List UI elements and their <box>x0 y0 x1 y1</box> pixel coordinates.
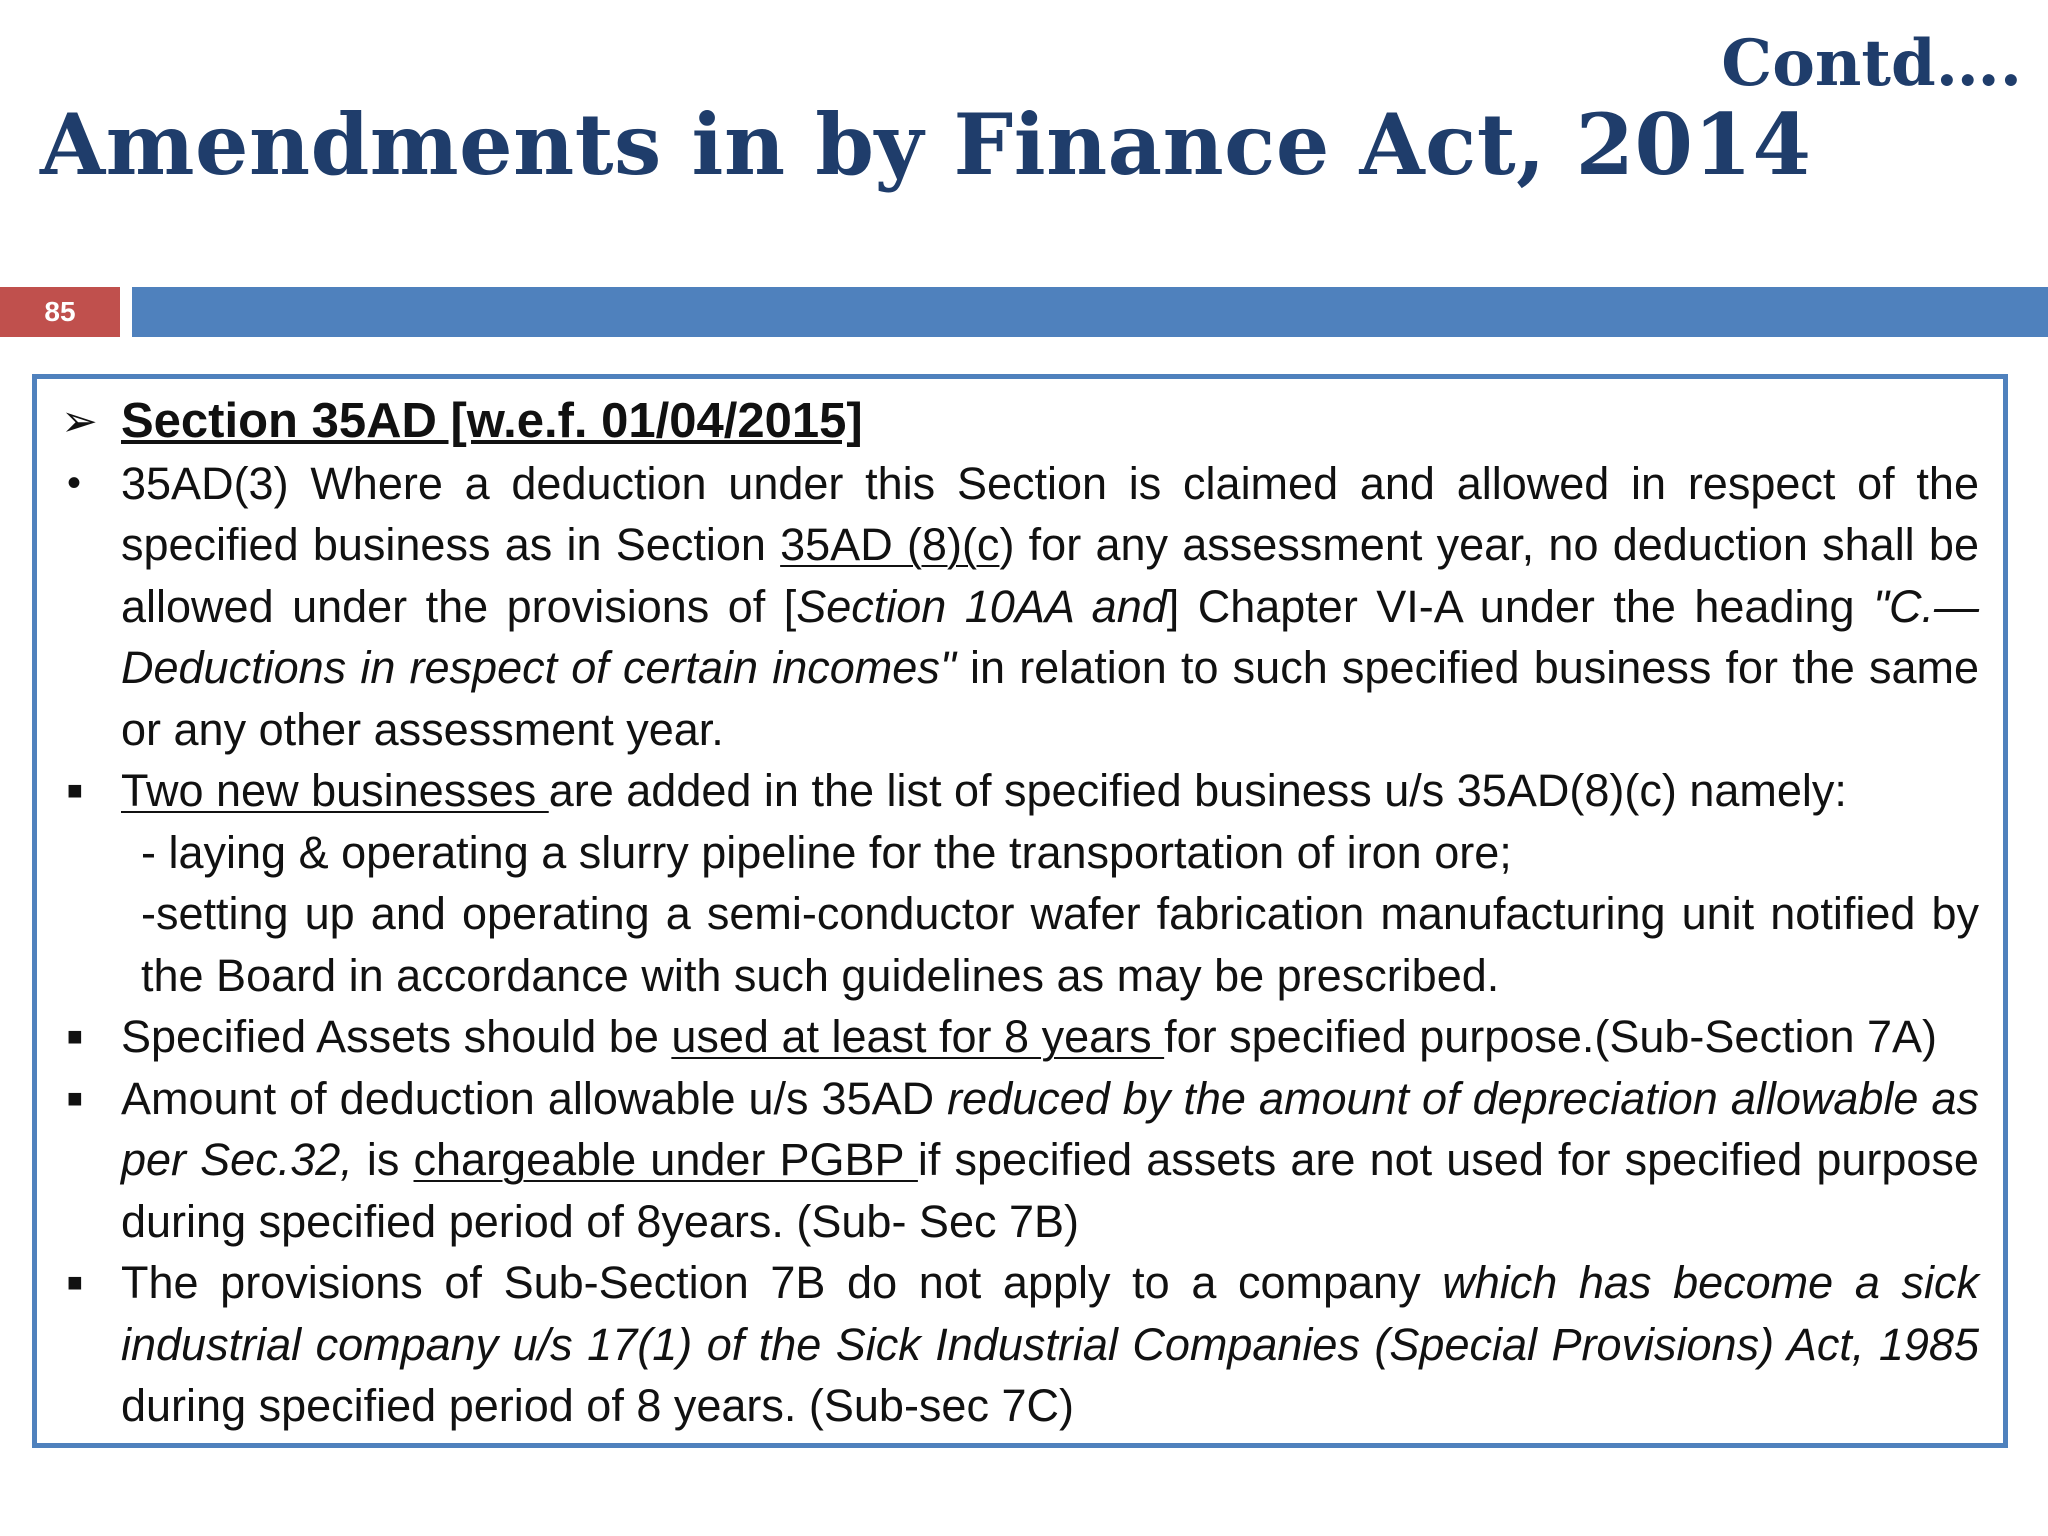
list-item-sick-company <box>61 1252 1979 1437</box>
list-item-specified-assets <box>61 1006 1979 1068</box>
italic-text: which has become a sick industrial company u/s 17(1) of the Sick Industrial Companies (Special Provisions) Act, 1985 <box>121 1257 1979 1370</box>
square-bullet-icon: ■ <box>67 1082 83 1113</box>
underlined-text: used at least for 8 years <box>671 1011 1165 1062</box>
list-text: Specified Assets should be <box>121 1011 672 1062</box>
underlined-text: Two new businesses <box>121 765 549 816</box>
sub-item-semiconductor: -setting up and operating a semi-conductor wafer fabrication manufacturing unit notified by the Board in accordance with such guidelines as may be prescribed. <box>141 888 1979 1001</box>
square-bullet-icon: ■ <box>67 1267 83 1297</box>
list-text: ] Chapter VI-A under the heading <box>1166 580 1874 632</box>
slide-number: 85 <box>0 287 120 337</box>
square-bullet-icon: ■ <box>67 1021 83 1051</box>
list-text: in relation to such specified business for the same or any other assessment year. <box>121 642 1979 755</box>
italic-text: Section 10AA and <box>796 580 1167 632</box>
italic-text: reduced by the amount of depreciation allowable as per Sec.32, <box>121 1072 1979 1185</box>
sub-item-slurry-pipeline: - laying & operating a slurry pipeline for the transportation of iron ore; <box>141 826 1512 878</box>
list-item-deduction-amount <box>61 1068 1979 1253</box>
list-text: are added in the list of specified business u/s 35AD(8)(c) namely: <box>548 765 1847 816</box>
list-item-35ad3 <box>61 453 1979 761</box>
list-text: ) for any assessment year, no deduction shall be allowed under the provisions of [ <box>121 519 1979 632</box>
list-text: Amount of deduction allowable u/s 35AD <box>121 1072 948 1124</box>
slide-title: Amendments in by Finance Act, 2014 <box>40 95 1812 194</box>
list-text: The provisions of Sub-Section 7B do not apply to a company <box>121 1257 1443 1308</box>
section-reference: 35AD (8)(c <box>780 519 1000 570</box>
section-heading <box>61 391 1979 453</box>
heading-text: Section 35AD [w.e.f. 01/04/2015] <box>121 394 863 448</box>
title-divider-bar <box>132 287 2048 337</box>
list-text: is <box>352 1134 414 1185</box>
list-text: if specified assets are not used for specified purpose during specified period of 8years. (Sub- Sec 7B) <box>121 1134 1979 1247</box>
underlined-text: chargeable under PGBP <box>413 1134 918 1185</box>
list-text: for specified purpose.(Sub-Section 7A) <box>1164 1011 1938 1062</box>
square-bullet-icon: ■ <box>67 775 83 805</box>
content-frame <box>32 374 2008 1448</box>
list-text: 35AD(3) Where a deduction under this Section is claimed and allowed in respect of the specified business as in Section <box>121 457 1979 570</box>
list-text: during specified period of 8 years. (Sub-sec 7C) <box>121 1380 1074 1431</box>
contd-label: Contd…. <box>1721 26 2022 101</box>
round-bullet-icon: • <box>67 460 82 505</box>
italic-text: "C.—Deductions in respect of certain incomes" <box>121 580 1979 693</box>
list-item-new-businesses <box>61 760 1979 822</box>
arrow-bullet-icon: ➢ <box>61 397 98 446</box>
